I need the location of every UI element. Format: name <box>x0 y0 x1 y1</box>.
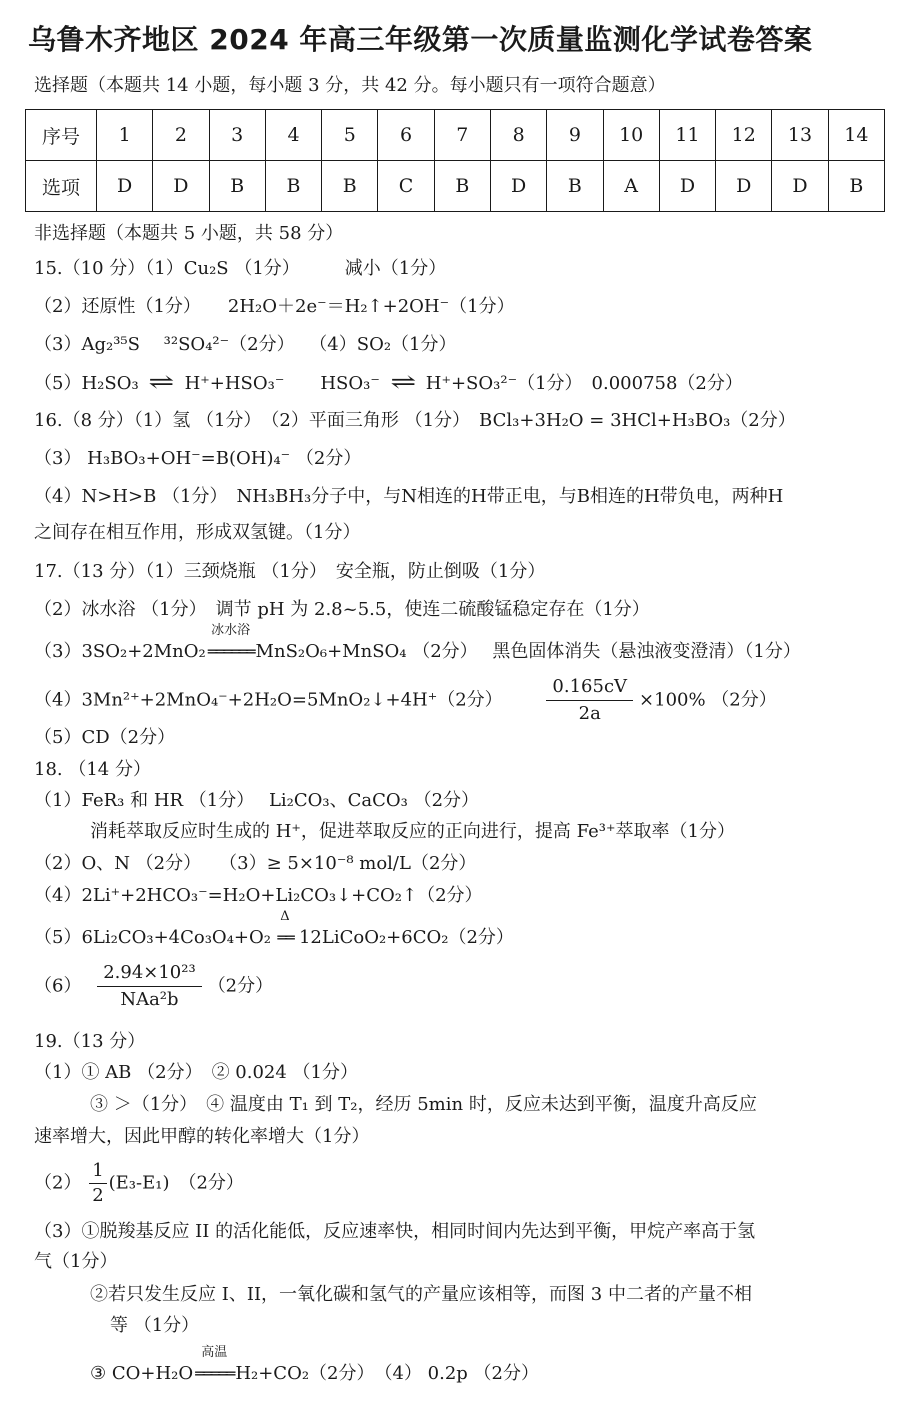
fraction-denominator: 2 <box>92 1185 104 1206</box>
answer-line: （2）冰水浴 （1分） 调节 pH 为 2.8~5.5，使连二硫酸锰稳定存在（1分） <box>34 599 650 620</box>
table-header-cell: 选项 <box>26 161 97 212</box>
answer-line: （5）CD（2分） <box>34 727 176 748</box>
answer-line <box>34 1160 884 1207</box>
equation-part: （4）3Mn²⁺+2MnO₄⁻+2H₂O=5MnO₂↓+4H⁺（2分） <box>34 689 503 711</box>
double-line-icon: ══════ <box>207 642 254 661</box>
answer-line: 气（1分） <box>34 1251 118 1272</box>
fraction-numerator: 1 <box>89 1160 106 1184</box>
reaction-condition <box>207 623 254 664</box>
fraction <box>546 676 633 725</box>
table-row-numbers <box>26 110 885 161</box>
equation-part: （5）6Li₂CO₃+4Co₃O₄+O₂ <box>34 927 271 948</box>
double-line-icon: ══ <box>277 928 293 947</box>
table-cell: C <box>378 161 434 212</box>
answer-line <box>34 909 884 950</box>
fraction <box>89 1160 106 1207</box>
answer-line: ③ ＞（1分） ④ 温度由 T₁ 到 T₂，经历 5min 时，反应未达到平衡，温度升高反应 <box>90 1094 757 1115</box>
table-cell: 11 <box>659 110 715 161</box>
condition-label: 高温 <box>201 1345 228 1360</box>
answer-line: 17.（13 分）（1）三颈烧瓶 （1分） 安全瓶，防止倒吸（1分） <box>34 561 546 582</box>
table-cell: B <box>209 161 265 212</box>
answer-line: （1）① AB （2分） ② 0.024 （1分） <box>34 1062 358 1083</box>
answer-line: （1）FeR₃ 和 HR （1分） Li₂CO₃、CaCO₃ （2分） <box>34 790 480 811</box>
answer-line <box>34 676 884 725</box>
table-cell: 3 <box>209 110 265 161</box>
fraction-numerator: 0.165cV <box>546 676 633 701</box>
answer-line: 16.（8 分）（1）氢 （1分） （2）平面三角形 （1分） BCl₃+3H₂O = 3HCl+H₃BO₃（2分） <box>34 410 796 431</box>
answer-line: 之间存在相互作用，形成双氢键。（1分） <box>34 522 361 543</box>
table-cell: 2 <box>153 110 209 161</box>
equation-part: ③ CO+H₂O <box>90 1363 194 1384</box>
answer-line: （2）O、N （2分） （3）≥ 5×10⁻⁸ mol/L（2分） <box>34 853 477 874</box>
table-cell: 4 <box>265 110 321 161</box>
table-cell: D <box>716 161 772 212</box>
answer-line: 15.（10 分）（1）Cu₂S （1分） 减小（1分） <box>34 258 447 279</box>
double-line-icon: ═════ <box>195 1364 234 1383</box>
answer-line: 18. （14 分） <box>34 759 151 780</box>
reaction-condition <box>273 909 297 950</box>
equation-part: MnS₂O₆+MnSO₄ （2分） 黑色固体消失（悬浊液变澄清）（1分） <box>255 641 801 662</box>
equation-part: 12LiCoO₂+6CO₂（2分） <box>298 927 514 948</box>
table-cell: B <box>322 161 378 212</box>
table-cell: D <box>772 161 828 212</box>
answer-line <box>34 623 884 664</box>
equilibrium-arrow-icon: ⇌ <box>389 370 416 395</box>
equation-part: H⁺+HSO₃⁻ HSO₃⁻ <box>184 373 380 394</box>
answer-line: 消耗萃取反应时生成的 H⁺，促进萃取反应的正向进行，提高 Fe³⁺萃取率（1分） <box>90 821 735 842</box>
equation-part: （3）3SO₂+2MnO₂ <box>34 641 206 662</box>
table-cell: D <box>97 161 153 212</box>
table-row-answers <box>26 161 885 212</box>
equation-part: （2） <box>34 1172 82 1194</box>
table-cell: A <box>603 161 659 212</box>
answer-table <box>25 109 885 212</box>
answer-line <box>90 1345 900 1386</box>
answer-line: （4）2Li⁺+2HCO₃⁻=H₂O+Li₂CO₃↓+CO₂↑（2分） <box>34 885 483 906</box>
fraction-numerator: 2.94×10²³ <box>97 962 202 987</box>
equilibrium-arrow-icon: ⇌ <box>148 370 175 395</box>
answer-line: （2）还原性（1分） 2H₂O＋2e⁻＝H₂↑+2OH⁻（1分） <box>34 296 515 317</box>
equation-part: ×100% （2分） <box>639 689 777 711</box>
table-cell: D <box>153 161 209 212</box>
answer-line <box>34 371 884 396</box>
condition-label: Δ <box>280 909 290 924</box>
answer-line: 速率增大，因此甲醇的转化率增大（1分） <box>34 1126 370 1147</box>
table-cell: B <box>265 161 321 212</box>
reaction-condition <box>195 1345 234 1386</box>
table-cell: 12 <box>716 110 772 161</box>
section-heading-nonchoice: 非选择题（本题共 5 小题，共 58 分） <box>34 223 344 244</box>
table-cell: 6 <box>378 110 434 161</box>
answer-line <box>34 962 884 1011</box>
answer-line: （4）N>H>B （1分） NH₃BH₃分子中，与N相连的H带正电，与B相连的H带负电，两种H <box>34 486 784 507</box>
table-cell: B <box>434 161 490 212</box>
equation-part: （5）H₂SO₃ <box>34 373 139 394</box>
equation-part: (E₃-E₁) （2分） <box>108 1172 244 1194</box>
table-cell: 10 <box>603 110 659 161</box>
equation-part: H⁺+SO₃²⁻（1分） 0.000758（2分） <box>425 373 743 394</box>
table-cell: B <box>547 161 603 212</box>
table-cell: 5 <box>322 110 378 161</box>
section-heading-choice: 选择题（本题共 14 小题，每小题 3 分，共 42 分。每小题只有一项符合题意） <box>34 75 666 96</box>
equation-part: （6） <box>34 975 82 997</box>
table-cell: 9 <box>547 110 603 161</box>
table-cell: 13 <box>772 110 828 161</box>
table-cell: 1 <box>97 110 153 161</box>
answer-line: （3）①脱羧基反应 II 的活化能低，反应速率快，相同时间内先达到平衡，甲烷产率高于氢 <box>34 1221 756 1242</box>
condition-label: 冰水浴 <box>211 623 251 638</box>
table-cell: 14 <box>828 110 884 161</box>
page-title: 乌鲁木齐地区 2024 年高三年级第一次质量监测化学试卷答案 <box>28 23 813 56</box>
equation-part: H₂+CO₂（2分） （4） 0.2p （2分） <box>235 1363 540 1384</box>
equation-part: （2分） <box>207 975 274 997</box>
answer-line: 等 （1分） <box>110 1315 200 1336</box>
table-header-cell: 序号 <box>26 110 97 161</box>
answer-line: （3）Ag₂³⁵S ³²SO₄²⁻（2分） （4）SO₂（1分） <box>34 334 457 355</box>
table-cell: 7 <box>434 110 490 161</box>
table-cell: 8 <box>490 110 546 161</box>
answer-line: ②若只发生反应 I、II，一氧化碳和氢气的产量应该相等，而图 3 中二者的产量不相 <box>90 1284 752 1305</box>
table-cell: D <box>659 161 715 212</box>
answer-line: （3） H₃BO₃+OH⁻=B(OH)₄⁻ （2分） <box>34 448 362 469</box>
table-cell: D <box>490 161 546 212</box>
fraction-denominator: NAa²b <box>120 989 179 1010</box>
fraction <box>97 962 202 1011</box>
table-cell: B <box>828 161 884 212</box>
fraction-denominator: 2a <box>578 703 601 724</box>
answer-line: 19.（13 分） <box>34 1031 146 1052</box>
